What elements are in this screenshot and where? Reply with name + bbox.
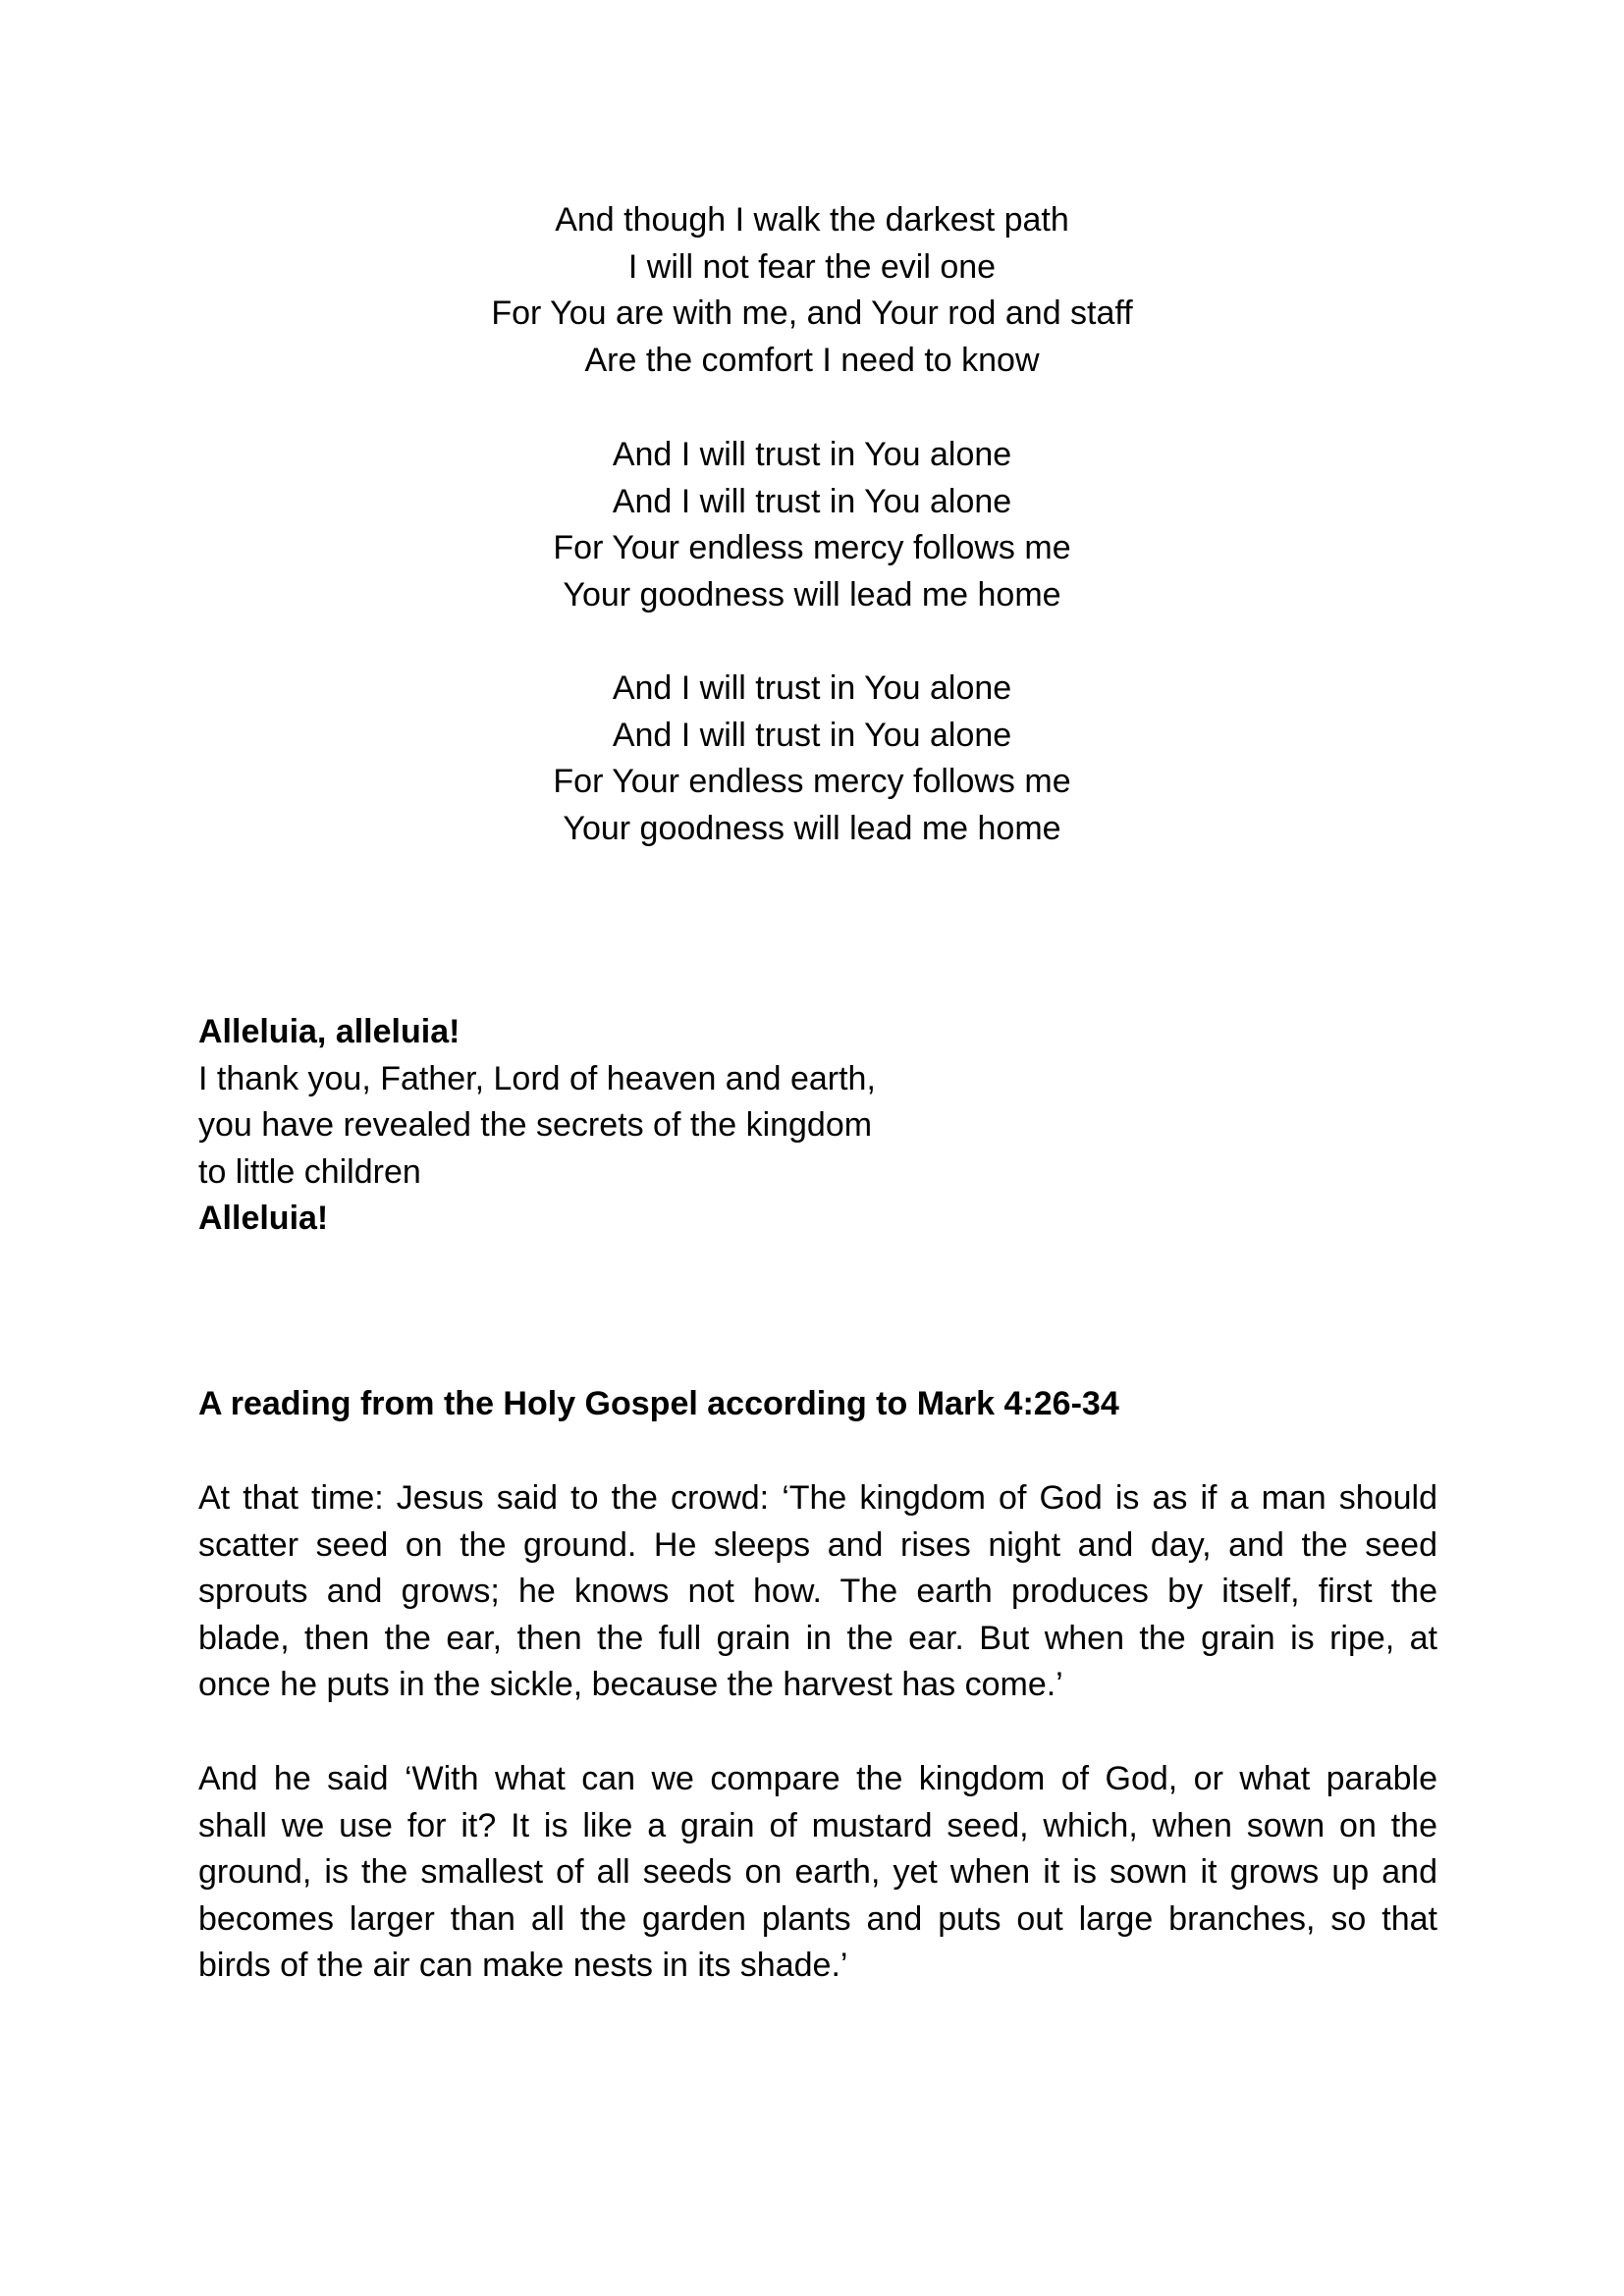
paragraph-line: shall we use for it? It is like a grain of mustard seed, which, when sown on the — [198, 1806, 1437, 1844]
psalm-line: And I will trust in You alone — [612, 716, 1012, 754]
gospel-acclamation — [198, 1009, 1082, 1243]
gospel-paragraph — [198, 1756, 1437, 1990]
acclamation-line: you have revealed the secrets of the kingdom — [198, 1106, 873, 1145]
psalm-line: Are the comfort I need to know — [584, 341, 1040, 379]
psalm-line: Your goodness will lead me home — [563, 575, 1061, 614]
paragraph-line: And he said ‘With what can we compare the kingdom of God, or what parable — [198, 1760, 1437, 1797]
alleluia-opening: Alleluia, alleluia! — [198, 1013, 460, 1050]
psalm-stanza — [0, 666, 1624, 852]
psalm-line: For Your endless mercy follows me — [553, 529, 1071, 567]
psalm-stanza — [0, 197, 1624, 384]
psalm-stanza — [0, 432, 1624, 618]
psalm-line: For Your endless mercy follows me — [553, 763, 1071, 801]
psalm-line: And though I walk the darkest path — [555, 201, 1069, 239]
paragraph-line: sprouts and grows; he knows not how. The earth produces by itself, first the — [198, 1573, 1437, 1611]
paragraph-line: birds of the air can make nests in its shade.’ — [198, 1947, 848, 1985]
acclamation-line: I thank you, Father, Lord of heaven and earth, — [198, 1059, 876, 1097]
psalm-line: And I will trust in You alone — [612, 436, 1012, 473]
paragraph-line: scatter seed on the ground. He sleeps and rises night and day, and the seed — [198, 1525, 1437, 1564]
paragraph-line: once he puts in the sickle, because the harvest has come.’ — [198, 1666, 1063, 1704]
paragraph-line: blade, then the ear, then the full grain in the ear. But when the grain is ripe, at — [198, 1619, 1437, 1657]
psalm-line: And I will trust in You alone — [612, 669, 1012, 707]
acclamation-line: to little children — [198, 1152, 421, 1191]
gospel-heading: A reading from the Holy Gospel according to Mark 4:26-34 — [198, 1385, 1119, 1422]
psalm-line: And I will trust in You alone — [612, 482, 1012, 520]
psalm-line: I will not fear the evil one — [627, 247, 997, 286]
paragraph-line: becomes larger than all the garden plants and puts out large branches, so that — [198, 1899, 1437, 1938]
gospel-paragraph — [198, 1475, 1437, 1709]
psalm-line: For You are with me, and Your rod and staff — [491, 294, 1133, 333]
alleluia-closing: Alleluia! — [198, 1200, 329, 1238]
paragraph-line: ground, is the smallest of all seeds on earth, yet when it is sown it grows up and — [198, 1853, 1437, 1892]
psalm-line: Your goodness will lead me home — [563, 809, 1061, 847]
paragraph-line: At that time: Jesus said to the crowd: ‘The kingdom of God is as if a man should — [198, 1479, 1437, 1517]
